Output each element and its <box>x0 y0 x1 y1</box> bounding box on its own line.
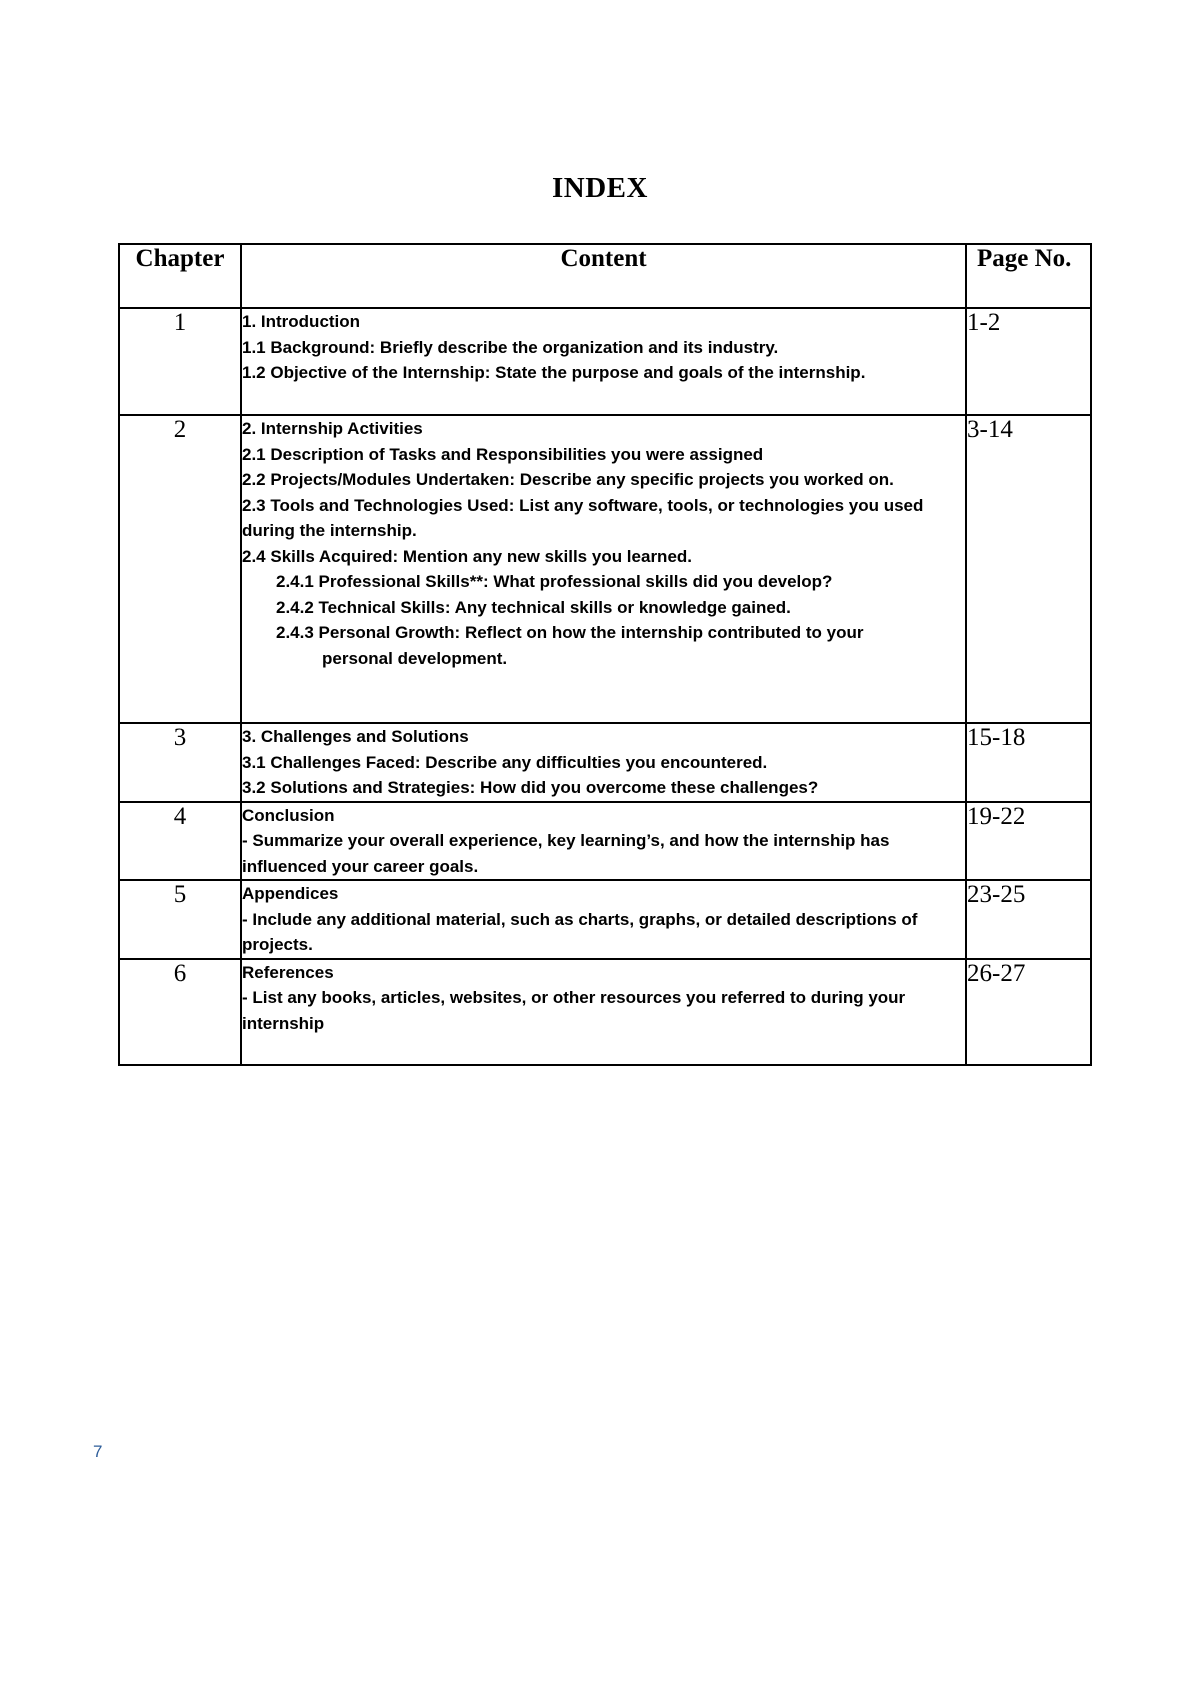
table-row <box>119 959 1091 1065</box>
index-table <box>118 243 1092 1066</box>
page-range: 1-2 <box>966 308 1091 415</box>
table-row <box>119 723 1091 802</box>
content-line: 3. Challenges and Solutions <box>242 727 469 746</box>
chapter-number: 2 <box>119 415 241 723</box>
content-line: References <box>242 962 334 982</box>
content-line: 1.1 Background: Briefly describe the organization and its industry. <box>242 337 779 357</box>
content-line: 2.4.3 Personal Growth: Reflect on how the internship contributed to your <box>276 623 864 642</box>
content-line: Conclusion <box>242 805 335 825</box>
content-line: 1.2 Objective of the Internship: State the purpose and goals of the internship. <box>242 363 866 382</box>
chapter-content <box>241 959 966 1065</box>
content-line: 3.2 Solutions and Strategies: How did you overcome these challenges? <box>242 778 819 797</box>
table-row <box>119 415 1091 723</box>
header-page-no: Page No. <box>966 244 1091 308</box>
content-line: - List any books, articles, websites, or other resources you referred to during your internship <box>242 988 906 1033</box>
content-line: 2.1 Description of Tasks and Responsibilities you were assigned <box>242 444 764 464</box>
chapter-number: 3 <box>119 723 241 802</box>
chapter-content <box>241 415 966 723</box>
content-line: 2.4.1 Professional Skills**: What professional skills did you develop? <box>276 572 833 591</box>
content-line: - Summarize your overall experience, key learning’s, and how the internship has influenced your career goals. <box>242 831 890 876</box>
page-range: 15-18 <box>966 723 1091 802</box>
table-row <box>119 802 1091 881</box>
chapter-number: 6 <box>119 959 241 1065</box>
header-chapter: Chapter <box>119 244 241 308</box>
content-line: 2.2 Projects/Modules Undertaken: Describe any specific projects you worked on. <box>242 470 894 489</box>
content-line: 2. Internship Activities <box>242 419 423 438</box>
table-row <box>119 308 1091 415</box>
chapter-number: 5 <box>119 880 241 959</box>
chapter-content <box>241 802 966 881</box>
content-line: 3.1 Challenges Faced: Describe any difficulties you encountered. <box>242 752 768 772</box>
chapter-number: 1 <box>119 308 241 415</box>
page-range: 3-14 <box>966 415 1091 723</box>
content-line: 2.4 Skills Acquired: Mention any new skills you learned. <box>242 546 693 566</box>
content-line: 2.4.2 Technical Skills: Any technical skills or knowledge gained. <box>276 597 791 617</box>
content-line: 2.3 Tools and Technologies Used: List any software, tools, or technologies you used during the internship. <box>242 495 924 540</box>
content-line: 1. Introduction <box>242 312 361 331</box>
page-title: INDEX <box>552 172 648 204</box>
content-line: personal development. <box>322 648 508 668</box>
table-row <box>119 880 1091 959</box>
table-header-row <box>119 244 1091 308</box>
page-range: 19-22 <box>966 802 1091 881</box>
page-range: 23-25 <box>966 880 1091 959</box>
chapter-content <box>241 880 966 959</box>
chapter-content <box>241 308 966 415</box>
page-number: 7 <box>93 1442 103 1461</box>
content-line: - Include any additional material, such as charts, graphs, or detailed descriptions of projects. <box>242 909 918 954</box>
chapter-number: 4 <box>119 802 241 881</box>
chapter-content <box>241 723 966 802</box>
page-range: 26-27 <box>966 959 1091 1065</box>
content-line: Appendices <box>242 884 339 903</box>
header-content: Content <box>241 244 966 308</box>
